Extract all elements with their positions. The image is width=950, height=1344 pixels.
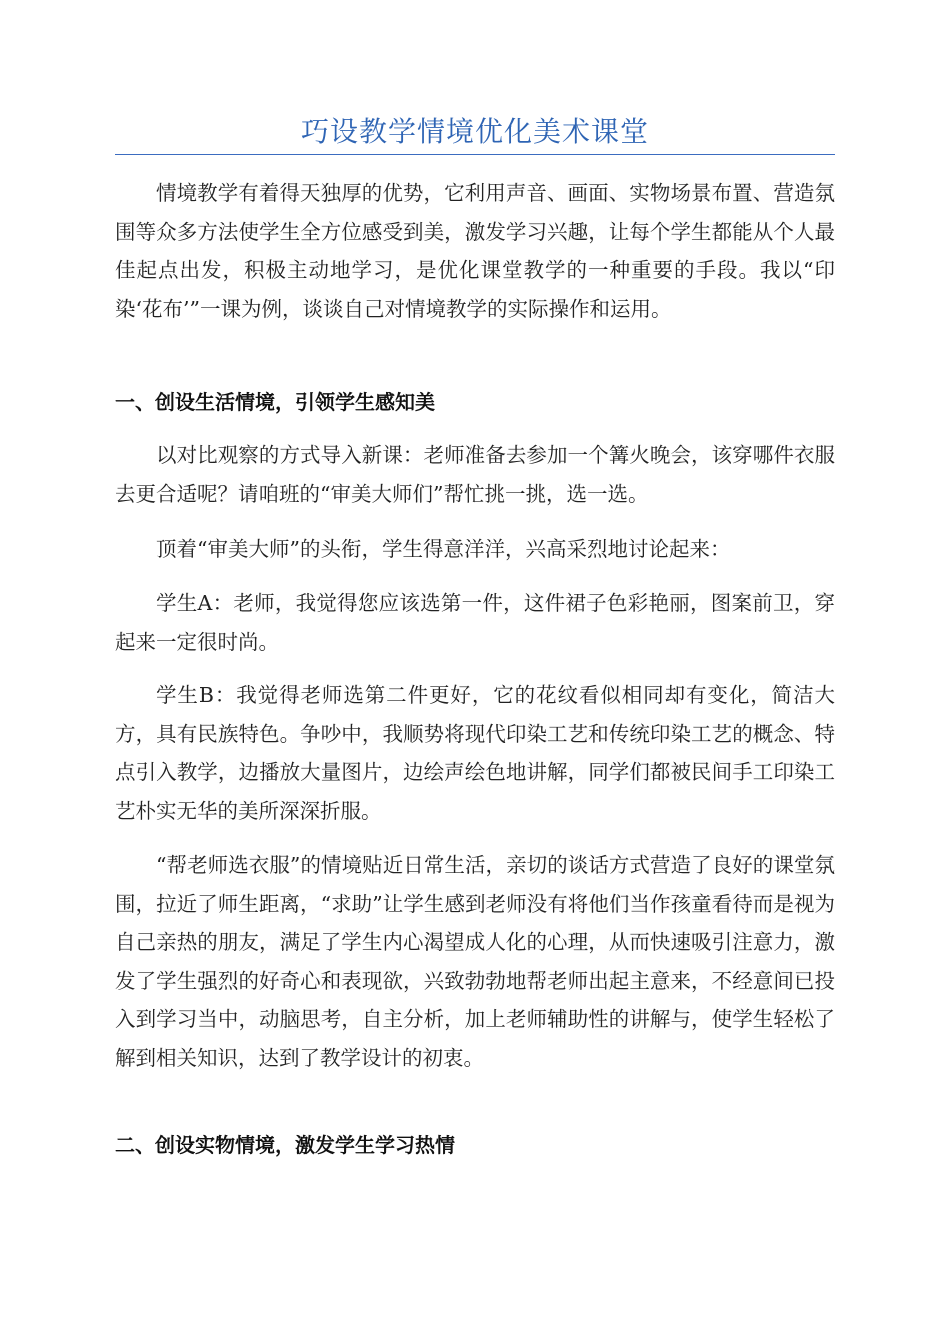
section1-paragraph-3: 学生A：老师，我觉得您应该选第一件，这件裙子色彩艳丽，图案前卫，穿起来一定很时尚。 (115, 591, 835, 654)
section1-paragraph-5: “帮老师选衣服”的情境贴近日常生活，亲切的谈话方式营造了良好的课堂氛围，拉近了师生距离，“求助”让学生感到老师没有将他们当作孩童看待而是视为自己亲热的朋友，满足了学生内心渴望成人化的心理，从而快速吸引注意力，激发了学生强烈的好奇心和表现欲，兴致勃勃地帮老师出起主意来，不经意间已投入到学习当中，动脑思考，自主分析，加上老师辅助性的讲解与，使学生轻松了解到相关知识，达到了教学设计的初衷。 (115, 853, 835, 1070)
title-underline (115, 154, 835, 155)
section1-paragraph-2: 顶着“审美大师”的头衔，学生得意洋洋，兴高采烈地讨论起来： (156, 537, 731, 561)
section-heading-2: 二、创设实物情境，激发学生学习热情 (115, 1133, 455, 1157)
section1-paragraph-1: 以对比观察的方式导入新课：老师准备去参加一个篝火晚会，该穿哪件衣服去更合适呢？请咱班的“审美大师们”帮忙挑一挑，选一选。 (115, 443, 835, 506)
section1-paragraph-4: 学生B：我觉得老师选第二件更好，它的花纹看似相同却有变化，简洁大方，具有民族特色。争吵中，我顺势将现代印染工艺和传统印染工艺的概念、特点引入教学，边播放大量图片，边绘声绘色地讲解，同学们都被民间手工印染工艺朴实无华的美所深深折服。 (115, 683, 835, 823)
section-heading-1: 一、创设生活情境，引领学生感知美 (115, 390, 435, 414)
document-title: 巧设教学情境优化美术课堂 (300, 115, 649, 148)
intro-paragraph: 情境教学有着得天独厚的优势，它利用声音、画面、实物场景布置、营造氛围等众多方法使学生全方位感受到美，激发学习兴趣，让每个学生都能从个人最佳起点出发，积极主动地学习，是优化课堂教学的一种重要的手段。我以“印染‘花布’”一课为例，谈谈自己对情境教学的实际操作和运用。 (115, 181, 835, 321)
